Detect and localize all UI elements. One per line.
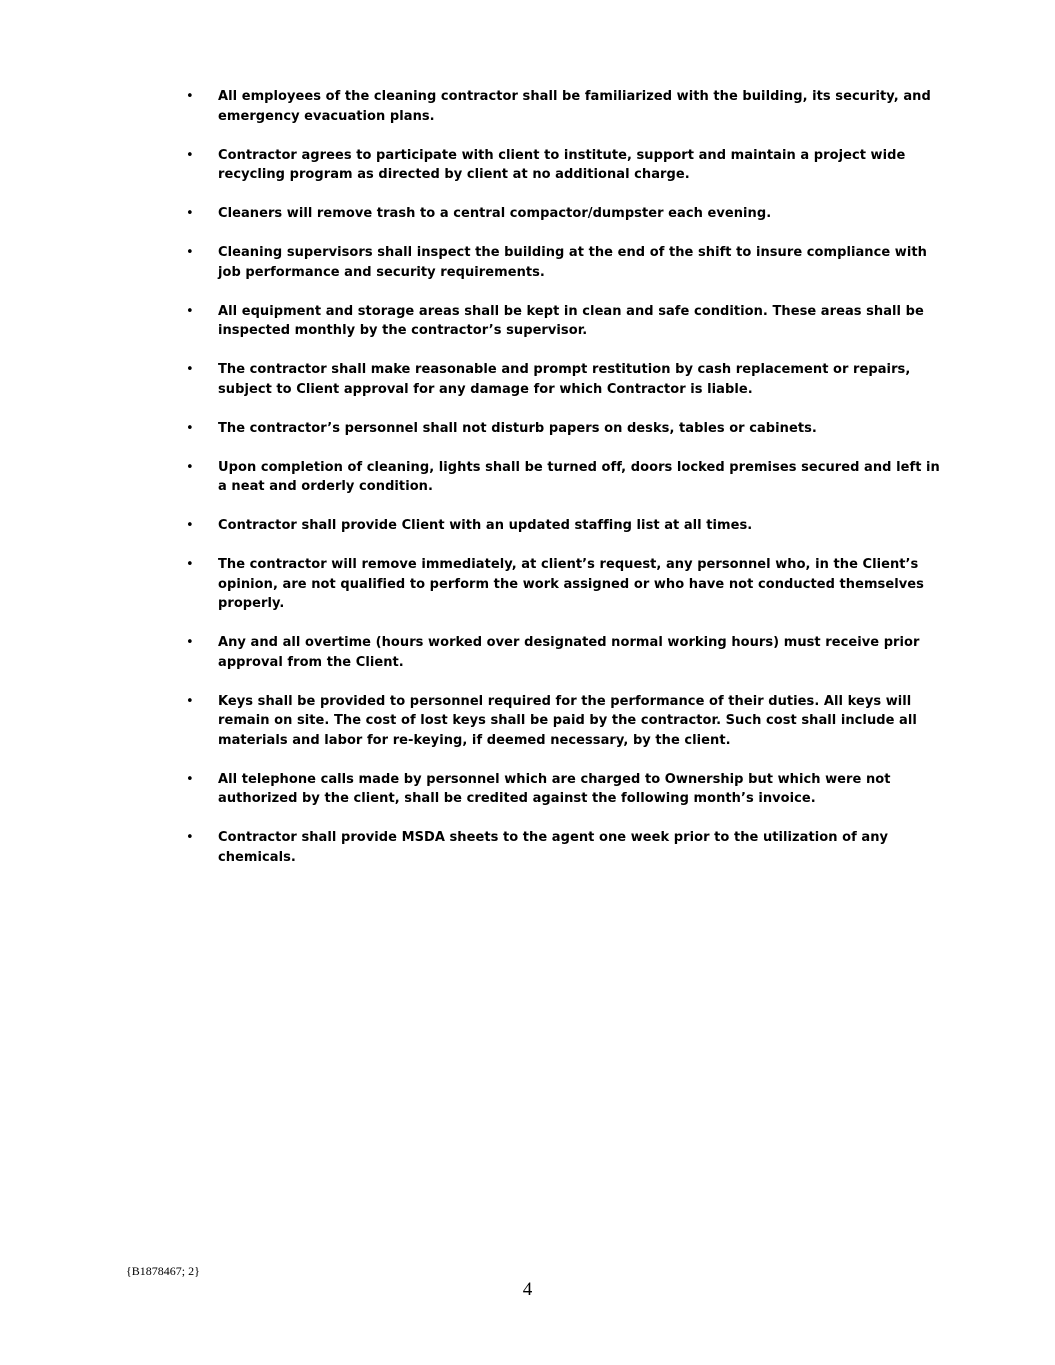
bullet-icon: • (186, 771, 194, 787)
list-item-text: Any and all overtime (hours worked over designated normal working hours) must receive prior approval from the Client. (218, 635, 920, 670)
list-item (182, 516, 942, 536)
list-item-text: Cleaning supervisors shall inspect the building at the end of the shift to insure compliance with job performance and security requirements. (218, 245, 927, 280)
list-item-text: Upon completion of cleaning, lights shall be turned off, doors locked premises secured and left in a neat and orderly condition. (218, 459, 940, 494)
list-item (182, 692, 942, 751)
list-item-text: All employees of the cleaning contractor shall be familiarized with the building, its security, and emergency evacuation plans. (218, 89, 931, 124)
list-item (182, 555, 942, 614)
bullet-icon: • (186, 89, 194, 104)
list-item (182, 360, 942, 399)
list-item-text: Cleaners will remove trash to a central compactor/dumpster each evening. (218, 206, 772, 221)
document-id: {B1878467; 2} (126, 1264, 200, 1278)
bullet-icon: • (186, 693, 194, 709)
list-item (182, 204, 942, 224)
list-item (182, 633, 942, 672)
list-item-text: The contractor will remove immediately, at client’s request, any personnel who, in the Client’s opinion, are not qualified to perform the work assigned or who have not conducted themselves properly. (218, 557, 924, 611)
list-item (182, 458, 942, 497)
list-item (182, 146, 942, 185)
list-item (182, 243, 942, 282)
list-item-text: All equipment and storage areas shall be kept in clean and safe condition. These areas shall be inspected monthly by the contractor’s supervisor. (218, 303, 924, 338)
list-item (182, 770, 942, 809)
bullet-icon: • (186, 147, 194, 163)
list-item-text: All telephone calls made by personnel which are charged to Ownership but which were not authorized by the client, shall be credited against the following month’s invoice. (218, 771, 891, 806)
bullet-icon: • (186, 830, 194, 845)
list-item-text: The contractor shall make reasonable and prompt restitution by cash replacement or repairs, subject to Client approval for any damage for which Contractor is liable. (218, 362, 911, 397)
list-item-text: Contractor agrees to participate with client to institute, support and maintain a project wide recycling program as directed by client at no additional charge. (218, 147, 906, 182)
bullet-icon: • (186, 206, 194, 221)
page-number: 4 (522, 1279, 533, 1300)
bullet-icon: • (186, 420, 194, 436)
list-item (182, 828, 942, 867)
list-item (182, 87, 942, 126)
list-item (182, 419, 942, 439)
bullet-icon: • (186, 303, 194, 319)
list-item-text: Contractor shall provide MSDA sheets to the agent one week prior to the utilization of any chemicals. (218, 830, 889, 865)
bullet-icon: • (186, 518, 194, 533)
bullet-icon: • (186, 362, 194, 377)
list-item-text: Contractor shall provide Client with an updated staffing list at all times. (218, 518, 753, 533)
bullet-icon: • (186, 459, 194, 475)
list-item-text: The contractor’s personnel shall not disturb papers on desks, tables or cabinets. (218, 420, 817, 436)
list-item (182, 302, 942, 341)
bullet-icon: • (186, 245, 194, 260)
bullet-list (182, 87, 942, 887)
list-item-text: Keys shall be provided to personnel required for the performance of their duties. All keys will remain on site. The cost of lost keys shall be paid by the contractor. Such cost shall include all materials and labor for re-keying, if deemed necessary, by the client. (218, 693, 917, 748)
bullet-icon: • (186, 635, 194, 650)
bullet-icon: • (186, 557, 194, 572)
